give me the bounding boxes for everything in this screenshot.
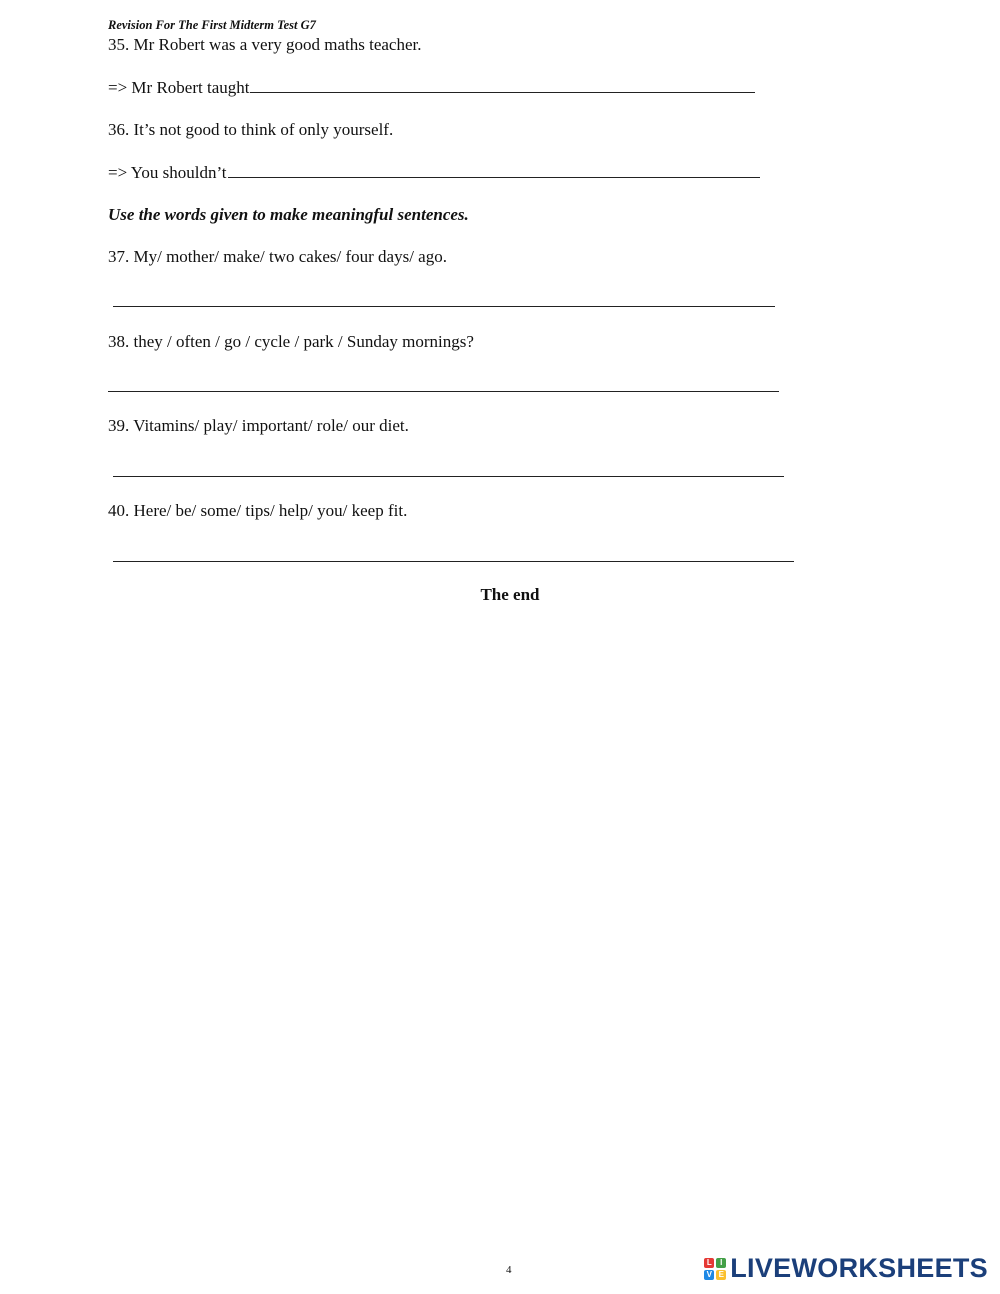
question-40-prompt: 40. Here/ be/ some/ tips/ help/ you/ keep fit.	[108, 501, 408, 520]
question-37-answer-blank[interactable]	[113, 306, 775, 307]
liveworksheets-wordmark: LIVEWORKSHEETS	[730, 1253, 988, 1283]
question-36-answer-blank[interactable]	[228, 162, 760, 178]
question-38-prompt: 38. they / often / go / cycle / park / Sunday mornings?	[108, 332, 474, 351]
section-instruction: Use the words given to make meaningful sentences.	[108, 205, 469, 224]
page-header: Revision For The First Midterm Test G7	[108, 18, 316, 32]
question-40-answer-blank[interactable]	[113, 561, 794, 562]
question-35-prompt: 35. Mr Robert was a very good maths teacher.	[108, 35, 422, 54]
question-36-answer-stem: => You shouldn’t	[108, 163, 227, 182]
liveworksheets-mark-icon: L I V E	[704, 1258, 726, 1280]
end-marker: The end	[480, 585, 540, 604]
question-39-answer-blank[interactable]	[113, 476, 784, 477]
question-36-prompt: 36. It’s not good to think of only yourself.	[108, 120, 394, 139]
question-39-prompt: 39. Vitamins/ play/ important/ role/ our diet.	[108, 416, 409, 435]
question-35-answer-blank[interactable]	[250, 77, 755, 93]
question-36-answer-line	[108, 162, 760, 183]
liveworksheets-logo	[704, 1253, 988, 1284]
page-number: 4	[506, 1264, 512, 1276]
question-38-answer-blank[interactable]	[108, 391, 779, 392]
question-35-answer-line	[108, 77, 755, 98]
question-37-prompt: 37. My/ mother/ make/ two cakes/ four days/ ago.	[108, 247, 447, 266]
question-35-answer-stem: => Mr Robert taught	[108, 78, 250, 97]
